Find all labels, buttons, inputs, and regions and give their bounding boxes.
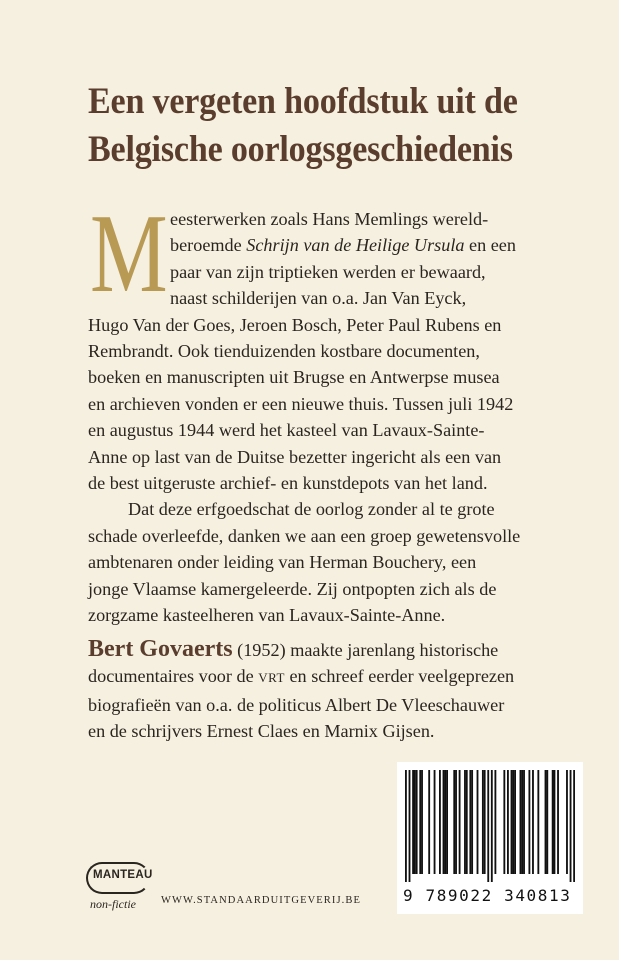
barcode-bar [416,770,418,874]
blurb-line: en archieven vonden er een nieuwe thuis. Tussen juli 1942 [88,393,514,414]
barcode-bar [405,770,407,882]
barcode-bar [443,770,445,874]
barcode-bar [412,770,414,874]
barcode-bar [421,770,423,874]
barcode-bar [482,770,484,874]
blurb-line: jonge Vlaamse kamergeleerde. Zij ontpopten zich als de [88,578,497,599]
blurb-line: naast schilderijen van o.a. Jan Van Eyck, [170,288,467,309]
barcode-bar [507,770,509,874]
blurb-line: de best uitgeruste archief- en kunstdepots van het land. [88,473,488,494]
barcode-bar [566,770,568,874]
barcode-bar [523,770,525,874]
bio-text-segment: en schreef eerder veelgeprezen [284,666,515,687]
blurb-line: Rembrandt. Ook tienduizenden kostbare documenten, [88,341,480,362]
barcode-bar [491,770,493,882]
blurb-line: Anne op last van de Duitse bezetter ingericht als een van [88,446,502,467]
barcode-bar [537,770,539,874]
barcode [397,762,583,914]
bio-line: biografieën van o.a. de politicus Albert De Vleeschauwer [88,694,505,715]
isbn-number: 9 789022 340813 [403,886,572,905]
barcode-bar [464,770,466,874]
barcode-bar [528,770,530,874]
bio-line [88,663,578,691]
barcode-bar [453,770,455,874]
barcode-bar [545,770,547,874]
cover-title [88,78,548,174]
imprint-label: non-fictie [90,897,136,911]
blurb-line: Hugo Van der Goes, Jeroen Bosch, Peter Paul Rubens en [88,314,502,335]
publisher-logo [86,862,156,912]
blurb-line: en augustus 1944 werd het kasteel van Lavaux-Sainte- [88,420,485,441]
barcode-bar [511,770,513,874]
broadcaster-name: VRT [258,670,285,686]
barcode-bar [459,770,461,874]
barcode-bar [532,770,534,874]
barcode-bar [484,770,486,874]
barcode-bar [512,770,514,874]
barcode-bar [466,770,468,874]
barcode-bar [514,770,516,874]
barcode-bar [469,770,471,874]
barcode-bar [521,770,523,874]
publisher-url: WWW.STANDAARDUITGEVERIJ.BE [161,895,362,906]
logo-wordmark: MANTEAU [93,869,153,881]
bio-text-segment: documentaires voor de [88,666,259,687]
blurb-line: zorgzame kasteelheren van Lavaux-Sainte-Anne. [88,605,446,626]
barcode-bar [557,770,559,874]
artwork-title: Schrijn van de Heilige Ursula [246,235,465,256]
blurb-line: Dat deze erfgoedschat de oorlog zonder al te grote [128,499,495,520]
barcode-bar [503,770,505,874]
drop-cap: M [90,192,168,316]
barcode-bar [419,770,421,874]
barcode-bar [487,770,489,882]
barcode-bar [428,770,430,874]
blurb-text-segment: en een [469,235,516,256]
barcode-bar [471,770,473,874]
blurb-text [88,192,578,629]
bio-line: en de schrijvers Ernest Claes en Marnix Gijsen. [88,721,435,742]
bio-text-segment: (1952) maakte jarenlang historische [232,640,499,660]
barcode-bar [414,770,416,874]
title-line-1: Een vergeten hoofdstuk uit de [88,81,518,122]
blurb-line: schade overleefde, danken we aan een groep gewetensvolle [88,525,521,546]
barcode-bar [455,770,457,874]
barcode-bar [546,770,548,874]
barcode-bar [409,770,411,882]
barcode-bar [446,770,448,874]
barcode-bar [434,770,436,874]
blurb-line: ambtenaren onder leiding van Herman Bouchery, een [88,552,477,573]
blurb-line: paar van zijn triptieken werden er bewaard, [170,261,486,282]
barcode-bar [554,770,556,874]
bio-line [88,636,578,663]
barcode-bar [477,770,479,874]
barcode-bar [520,770,522,874]
blurb-line [88,232,578,258]
blurb-line: eesterwerken zoals Hans Memlings wereld- [170,209,489,229]
barcode-bar [494,770,496,874]
author-bio [88,636,578,745]
barcode-bar [439,770,441,874]
blurb-line: boeken en manuscripten uit Brugse en Antwerpse musea [88,367,500,388]
blurb-text-segment: beroemde [170,235,242,256]
barcode-bar [573,770,575,882]
author-name: Bert Govaerts [88,636,233,662]
title-line-2: Belgische oorlogsgeschiedenis [88,129,513,170]
barcode-bar [570,770,572,882]
barcode-bars [405,770,575,882]
barcode-bar [552,770,554,874]
barcode-bar [444,770,446,874]
